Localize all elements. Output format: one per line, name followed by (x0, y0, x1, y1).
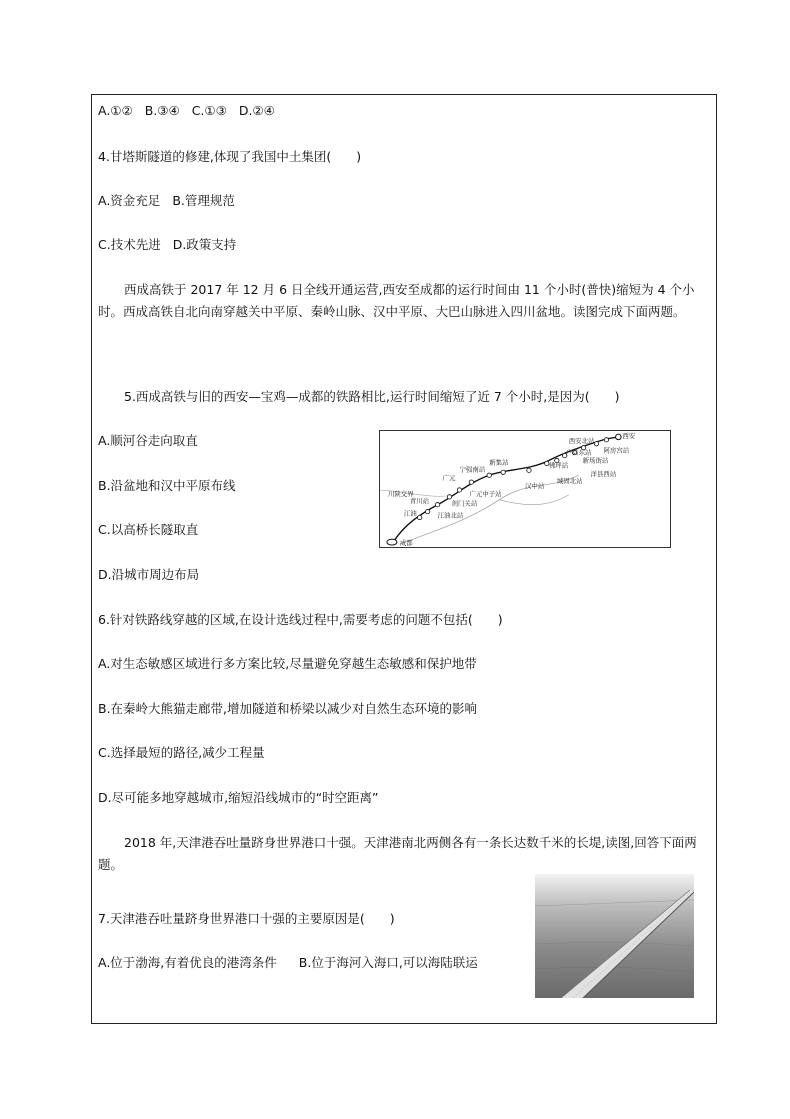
station-jianmenguan: 剑门关站 (451, 499, 478, 508)
q4-option-b: B.管理规范 (172, 193, 235, 208)
xicheng-intro: 西成高铁于 2017 年 12 月 6 日全线开通运营,西安至成都的运行时间由 11 个小时(普快)缩短为 4 个小时。西成高铁自北向南穿越关中平原、秦岭山脉、汉中平原、大巴山脉进入四川盆地。读图完成下面两题。 (98, 282, 695, 319)
railway-route-map (379, 430, 671, 548)
station-jiangyou: 江油 (403, 509, 417, 518)
station-foping: 佛坪站 (548, 461, 569, 470)
station-jiangyou-north: 江油北站 (437, 511, 464, 520)
q3-option-d: D.②④ (238, 103, 275, 118)
q4-option-d: D.政策支持 (172, 237, 237, 252)
station-guangyuan: 广元 (442, 474, 456, 483)
tianjin-intro: 2018 年,天津港吞吐量跻身世界港口十强。天津港南北两侧各有一条长达数千米的长堤,读图,回答下面两题。 (98, 835, 697, 872)
q5-option-b: B.沿盆地和汉中平原布线 (98, 478, 236, 493)
breakwater-photo (535, 874, 694, 998)
q6-option-c: C.选择最短的路径,减少工程量 (98, 745, 265, 760)
q4-option-c: C.技术先进 (98, 237, 161, 252)
station-afanggong: 阿房宫站 (603, 446, 630, 455)
station-qingchuan: 青川站 (409, 496, 430, 505)
station-chenggu-north: 城固北站 (556, 477, 583, 486)
q5-option-d: D.沿城市周边布局 (98, 567, 200, 582)
label-shaanxi-sichuan-border: 川陕交界 (387, 489, 414, 498)
station-chengdu: 成都 (399, 539, 413, 547)
station-yangxian-west: 洋县西站 (590, 470, 617, 479)
q3-options (98, 103, 275, 119)
q3-option-b: B.③④ (144, 103, 180, 118)
q4-options-row1 (98, 193, 235, 209)
q7-option-a: A.位于渤海,有着优良的港湾条件 (98, 955, 277, 970)
q5-option-c: C.以高桥长隧取直 (98, 522, 199, 537)
q3-option-a: A.①② (98, 103, 133, 118)
station-ningqiang-south: 宁强南站 (459, 465, 486, 474)
q5-stem: 5.西成高铁与旧的西安—宝鸡—成都的铁路相比,运行时间缩短了近 7 个小时,是因为( ) (124, 389, 620, 404)
station-xinji: 新集站 (489, 458, 509, 467)
q5-option-a: A.顺河谷走向取直 (98, 433, 198, 448)
q6-option-b: B.在秦岭大熊猫走廊带,增加隧道和桥梁以减少对自然生态环境的影响 (98, 701, 478, 716)
station-huxian-east: 户县东站 (565, 448, 592, 457)
q7-stem: 7.天津港吞吐量跻身世界港口十强的主要原因是( ) (98, 911, 395, 926)
q7-options-row1 (98, 955, 478, 971)
q6-option-d: D.尽可能多地穿越城市,缩短沿线城市的“时空距离” (98, 790, 379, 805)
station-xinchangjie: 新场街站 (582, 456, 609, 465)
q6-option-a: A.对生态敏感区域进行多方案比较,尽量避免穿越生态敏感和保护地带 (98, 656, 477, 671)
q7-option-b: B.位于海河入海口,可以海陆联运 (298, 955, 478, 970)
station-xian-north: 西安北站 (568, 436, 595, 445)
q4-stem: 4.甘塔斯隧道的修建,体现了我国中土集团( ) (98, 149, 362, 164)
q6-stem: 6.针对铁路线穿越的区域,在设计选线过程中,需要考虑的问题不包括( ) (98, 612, 503, 627)
q4-option-a: A.资金充足 (98, 193, 161, 208)
station-guangyuan-sub: 广元中子站 (469, 489, 502, 498)
station-xian: 西安 (622, 431, 636, 440)
q3-option-c: C.①③ (191, 103, 227, 118)
station-hanzhong: 汉中站 (525, 482, 545, 491)
q4-options-row2 (98, 237, 236, 253)
